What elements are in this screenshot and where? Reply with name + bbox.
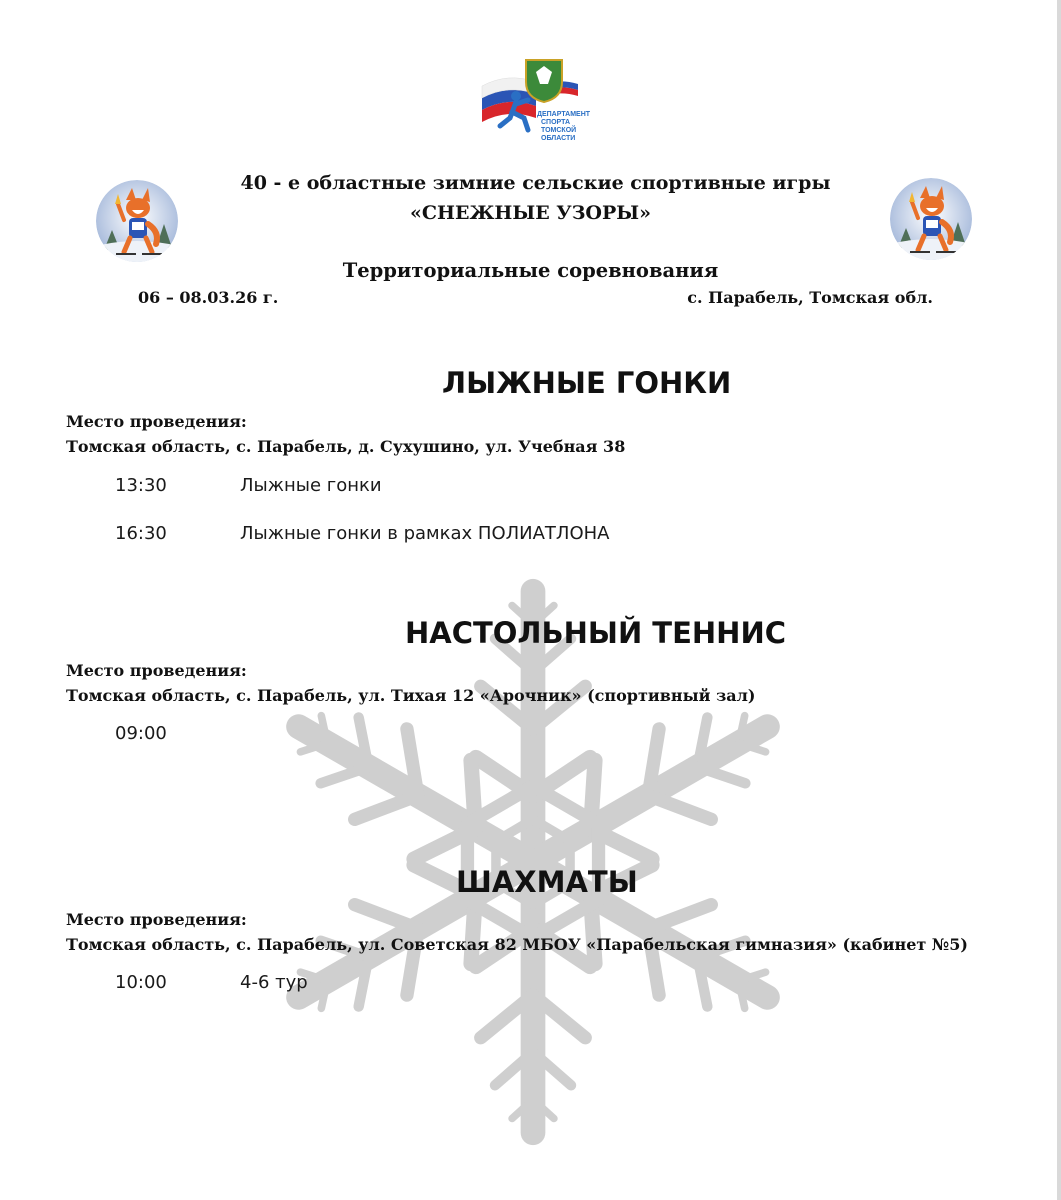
venue-address: Томская область, с. Парабель, д. Сухушино, ул. Учебная 38 <box>66 437 626 456</box>
venue-label: Место проведения: <box>66 661 247 680</box>
logo-text-line3: ТОМСКОЙ <box>541 127 577 134</box>
venue-label: Место проведения: <box>66 910 247 929</box>
event-time: 16:30 <box>115 523 167 544</box>
logo-text-line4: ОБЛАСТИ <box>541 135 576 142</box>
competition-subtitle: Территориальные соревнования <box>342 259 719 282</box>
section-title-ski: ЛЫЖНЫЕ ГОНКИ <box>442 366 732 400</box>
venue-address: Томская область, с. Парабель, ул. Советская 82 МБОУ «Парабельская гимназия» (кабинет №5) <box>66 935 968 954</box>
event-time: 10:00 <box>115 972 167 993</box>
section-title-chess: ШАХМАТЫ <box>456 865 638 899</box>
logo-text-line2: СПОРТА <box>541 119 570 126</box>
event-name: Лыжные гонки <box>240 475 382 496</box>
event-dates: 06 – 08.03.26 г. <box>138 288 279 307</box>
event-name: 4-6 тур <box>240 972 308 993</box>
event-time: 13:30 <box>115 475 167 496</box>
event-name: Лыжные гонки в рамках ПОЛИАТЛОНА <box>240 523 610 544</box>
section-title-table-tennis: НАСТОЛЬНЫЙ ТЕННИС <box>405 616 786 650</box>
venue-address: Томская область, с. Парабель, ул. Тихая 12 «Арочник» (спортивный зал) <box>66 686 756 705</box>
event-location: с. Парабель, Томская обл. <box>687 288 933 307</box>
event-title-line2: «СНЕЖНЫЕ УЗОРЫ» <box>410 202 651 224</box>
snowflake-watermark-icon <box>248 572 818 1152</box>
venue-label: Место проведения: <box>66 412 247 431</box>
logo-text-line1: ДЕПАРТАМЕНТ <box>537 111 590 118</box>
event-time: 09:00 <box>115 723 167 744</box>
department-logo <box>478 56 590 148</box>
event-title-line1: 40 - е областные зимние сельские спортивные игры <box>240 172 831 194</box>
